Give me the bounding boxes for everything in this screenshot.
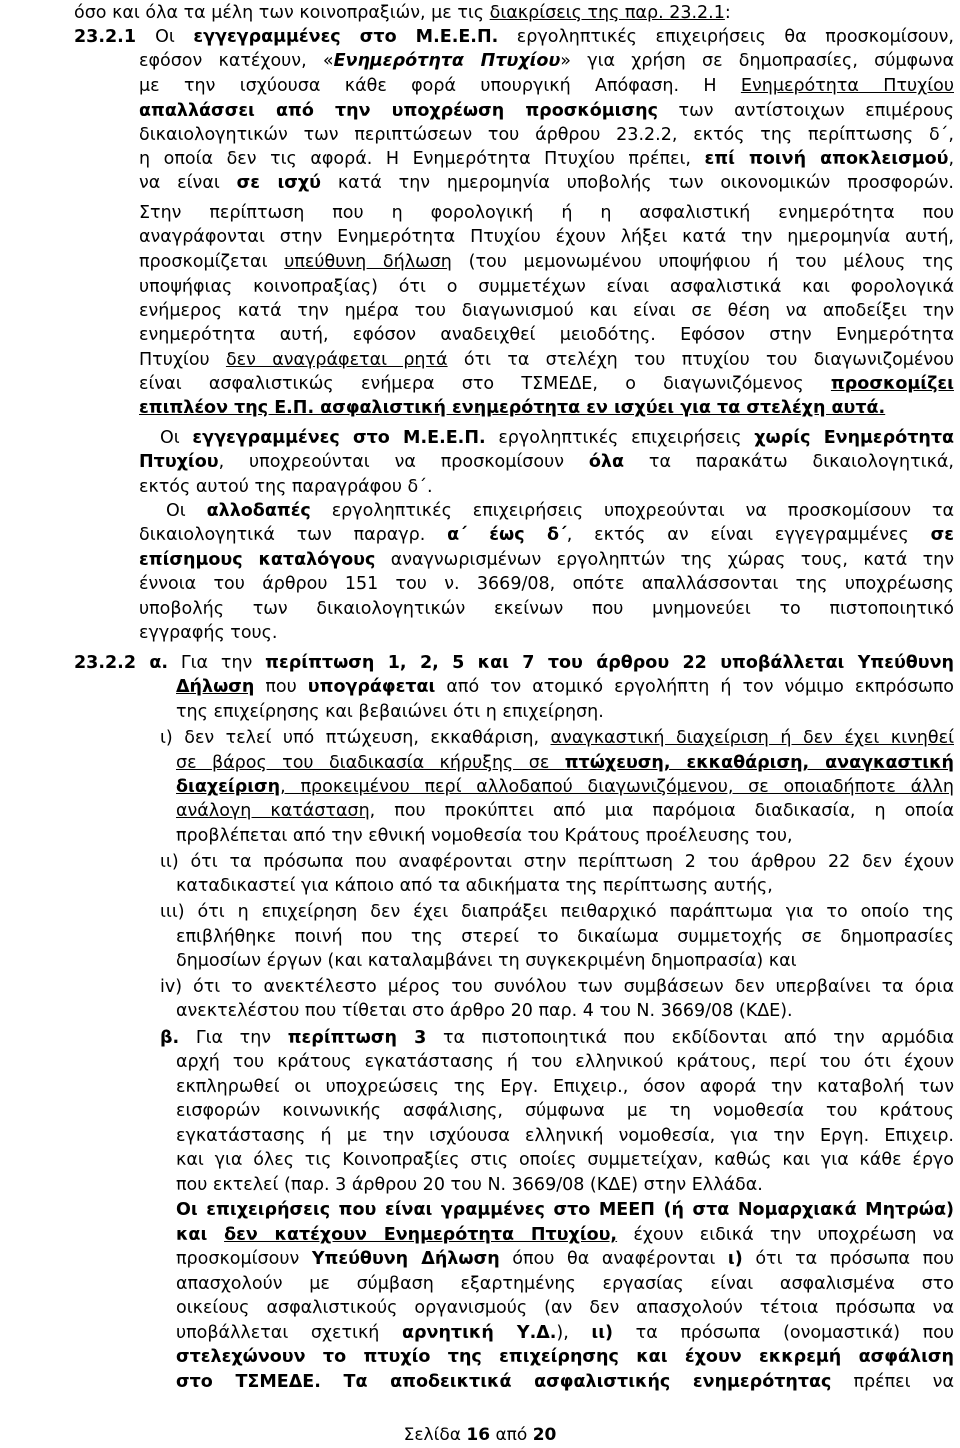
text-line bbox=[139, 573, 954, 595]
text-segment: Για την bbox=[179, 1028, 288, 1048]
footer-prefix: Σελίδα bbox=[403, 1425, 467, 1445]
text-segment: εργοληπτικές επιχειρήσεις θα προσκομίσουν, bbox=[498, 27, 954, 47]
text-segment: κατά την ημερομηνία υποβολής των οικονομικών προσφορών. bbox=[321, 173, 954, 193]
text-segment: προσκομίσουν bbox=[176, 1249, 312, 1269]
text-segment: εγγεγραμμένες στο Μ.Ε.Ε.Π. bbox=[193, 27, 499, 47]
text-segment: Υπεύθυνη Δήλωση bbox=[311, 1249, 500, 1269]
text-segment: που εκτελεί (παρ. 3 άρθρου 20 του Ν. 3669/08 (ΚΔΕ) στην Ελλάδα. bbox=[176, 1175, 763, 1195]
text-segment: εγγραφής τους. bbox=[139, 623, 278, 643]
text-segment: διαχείριση bbox=[176, 777, 281, 797]
text-segment: , bbox=[280, 777, 301, 797]
text-line bbox=[139, 251, 954, 273]
text-segment: : bbox=[724, 3, 731, 23]
text-segment: έννοια του άρθρου 151 του ν. 3669/08, οπότε απαλλάσσονται της υποχρέωσης bbox=[139, 574, 954, 594]
text-segment: επιπλέον της Ε.Π. ασφαλιστική ενημερότητα εν ισχύει για τα στελέχη αυτά. bbox=[139, 398, 886, 418]
text-segment: στο ΤΣΜΕΔΕ. Τα αποδεικτικά ασφαλιστικής ενημερότητας bbox=[176, 1372, 832, 1392]
text-segment: , που προκύπτει από μια παρόμοια διαδικασία, η οποία bbox=[369, 801, 955, 821]
text-segment: επί ποινή αποκλεισμού bbox=[704, 149, 949, 169]
text-segment: διακρίσεις της παρ. 23.2.1 bbox=[489, 3, 725, 23]
text-segment: υποβάλλεται σχετική bbox=[176, 1323, 402, 1343]
text-segment: αλλοδαπές bbox=[206, 501, 311, 521]
text-line bbox=[139, 397, 924, 419]
footer-total-pages: 20 bbox=[532, 1425, 557, 1445]
text-segment: α. bbox=[149, 653, 169, 673]
text-segment: υπογράφεται bbox=[307, 677, 436, 697]
text-segment: 23.2.1 bbox=[74, 27, 156, 47]
text-line bbox=[139, 349, 954, 371]
text-segment: α΄ έως δ΄ bbox=[447, 525, 567, 545]
text-segment: υποψήφιας κοινοπραξίας) ότι ο συμμετέχων είναι ασφαλιστικά και φορολογικά bbox=[139, 277, 954, 297]
text-segment: εκτός αυτού της παραγράφου δ΄. bbox=[139, 477, 433, 497]
text-segment: ιι) ότι τα πρόσωπα που αναφέρονται στην περίπτωση 2 του άρθρου 22 δεν έχουν bbox=[160, 852, 954, 872]
text-segment: δεν αναγράφεται ρητά bbox=[225, 350, 448, 370]
text-segment: β. bbox=[160, 1028, 180, 1048]
text-segment: ότι τα στελέχη του πτυχίου του διαγωνιζομένου bbox=[447, 350, 954, 370]
text-line bbox=[176, 676, 954, 698]
text-line bbox=[160, 1027, 954, 1049]
text-segment: ιι) bbox=[591, 1323, 614, 1343]
text-segment: Ενημερότητα Πτυχίου bbox=[740, 76, 954, 96]
text-line bbox=[176, 1000, 954, 1022]
text-segment: ι) bbox=[727, 1249, 743, 1269]
text-segment: των αντίστοιχων επιμέρους bbox=[657, 101, 954, 121]
text-segment: τα πρόσωπα (ονομαστικά) που bbox=[613, 1323, 954, 1343]
text-line bbox=[139, 300, 954, 322]
text-segment: , εκτός αν είναι εγγεγραμμένες bbox=[566, 525, 931, 545]
text-segment: χωρίς Ενημερότητα bbox=[754, 428, 955, 448]
text-line bbox=[176, 1174, 954, 1196]
text-line bbox=[139, 172, 954, 194]
page-footer bbox=[0, 1424, 960, 1446]
text-segment: Ενημερότητα Πτυχίου bbox=[333, 51, 561, 71]
text-line bbox=[160, 976, 954, 998]
text-segment: από τον ατομικό εργολήπτη ή τον νόμιμο εκπρόσωπο bbox=[435, 677, 954, 697]
text-line bbox=[139, 549, 954, 571]
text-segment: Στην περίπτωση που η φορολογική ή η ασφαλιστική ενημερότητα που bbox=[139, 203, 954, 223]
text-segment: Οι bbox=[160, 428, 193, 448]
text-segment: Οι bbox=[155, 27, 194, 47]
text-line bbox=[160, 901, 954, 923]
text-line bbox=[139, 598, 954, 620]
text-segment: τα πιστοποιητικά που εκδίδονται από την αρμόδια bbox=[426, 1028, 954, 1048]
text-line bbox=[139, 75, 954, 97]
text-line bbox=[139, 622, 439, 644]
text-segment: ), bbox=[556, 1323, 592, 1343]
text-line bbox=[139, 202, 954, 224]
text-line bbox=[139, 100, 954, 122]
text-segment: αναγνωρισμένων εργοληπτών της χώρας τους, κατά την bbox=[375, 550, 954, 570]
text-line bbox=[176, 1248, 954, 1270]
text-segment: δικαιολογητικά των παραγρ. bbox=[139, 525, 448, 545]
text-segment: Οι bbox=[166, 501, 207, 521]
text-segment: Για την bbox=[168, 653, 266, 673]
text-segment: εισφορών κοινωνικής ασφάλισης, σύμφωνα με τη νομοθεσία του κράτους bbox=[176, 1101, 954, 1121]
text-line bbox=[139, 451, 954, 473]
text-line bbox=[176, 1076, 954, 1098]
text-segment: όπου θα αναφέρονται bbox=[499, 1249, 728, 1269]
text-line bbox=[176, 875, 954, 897]
text-line bbox=[139, 373, 954, 395]
text-segment: ανάλογη κατάσταση bbox=[176, 801, 370, 821]
text-segment: εργοληπτικές επιχειρήσεις bbox=[485, 428, 755, 448]
text-segment: όλα bbox=[588, 452, 625, 472]
text-segment: (του μεμονωμένου υποψήφιου ή του μέλους της bbox=[451, 252, 954, 272]
text-segment: δικαιολογητικών των περιπτώσεων του άρθρου 23.2.2, εκτός της περίπτωσης δ΄, bbox=[139, 125, 954, 145]
text-line bbox=[176, 1273, 954, 1295]
text-line bbox=[160, 427, 954, 449]
text-line bbox=[176, 1051, 954, 1073]
text-line bbox=[139, 324, 954, 346]
text-segment: περίπτωση 3 bbox=[287, 1028, 427, 1048]
text-line bbox=[160, 851, 954, 873]
text-segment: έχουν ειδικά την υποχρέωση να bbox=[617, 1225, 954, 1245]
text-segment: καταδικαστεί για κάποιο από τα αδικήματα της περίπτωσης αυτής, bbox=[176, 876, 773, 896]
text-segment: εγγεγραμμένες στο Μ.Ε.Ε.Π. bbox=[192, 428, 486, 448]
text-segment: εργοληπτικές επιχειρήσεις υποχρεούνται να προσκομίσουν τα bbox=[310, 501, 954, 521]
text-line bbox=[176, 926, 954, 948]
text-segment: στελεχώνουν το πτυχίο της επιχείρησης και έχουν εκκρεμή ασφάλιση bbox=[176, 1347, 954, 1367]
text-segment: και bbox=[176, 1225, 225, 1245]
text-line bbox=[74, 652, 954, 674]
text-segment: τα παρακάτω δικαιολογητικά, bbox=[624, 452, 954, 472]
text-line bbox=[139, 226, 954, 248]
text-segment: και για όλες τις Κοινοπραξίες στις οποίες συμμετείχαν, καθώς και για κάθε έργο bbox=[176, 1150, 954, 1170]
text-segment: Πτυχίου bbox=[139, 350, 226, 370]
text-segment: δεν κατέχουν Ενημερότητα Πτυχίου, bbox=[224, 1225, 618, 1245]
text-segment: ενημερότητα αυτή, εφόσον αναδειχθεί μειοδότης. Εφόσον στην Ενημερότητα bbox=[139, 325, 954, 345]
text-segment: ανεκτελέστου που τίθεται στο άρθρο 20 παρ. 4 του Ν. 3669/08 (ΚΔΕ). bbox=[176, 1001, 793, 1021]
text-line bbox=[139, 124, 954, 146]
text-segment: αρνητική Υ.Δ. bbox=[401, 1323, 557, 1343]
text-segment: πρέπει να bbox=[831, 1372, 954, 1392]
text-segment: απασχολούν με σύμβαση εξαρτημένης εργασίας είναι ασφαλισμένα στο bbox=[176, 1274, 954, 1294]
text-line bbox=[176, 1199, 954, 1221]
text-segment: σε bbox=[930, 525, 954, 545]
text-segment: προκειμένου περί αλλοδαπού διαγωνιζόμενου, σε οποιαδήποτε άλλη bbox=[300, 777, 954, 797]
text-line bbox=[176, 1322, 954, 1344]
text-line bbox=[176, 752, 954, 774]
text-line bbox=[176, 1224, 954, 1246]
text-segment: Πτυχίου bbox=[139, 452, 219, 472]
text-line bbox=[176, 1100, 954, 1122]
text-segment: 23.2.2 bbox=[74, 653, 150, 673]
text-line bbox=[160, 727, 954, 749]
text-segment: με την ισχύουσα κάθε φορά υπουργική Απόφαση. Η bbox=[139, 76, 741, 96]
text-segment: , bbox=[948, 149, 955, 169]
text-segment: περίπτωση 1, 2, 5 και 7 του άρθρου 22 υποβάλλεται Υπεύθυνη bbox=[265, 653, 954, 673]
text-segment: η οποία δεν τις αφορά. Η Ενημερότητα Πτυχίου πρέπει, bbox=[139, 149, 705, 169]
text-segment: αναγράφονται στην Ενημερότητα Πτυχίου έχουν λήξει κατά την ημερομηνία αυτή, bbox=[139, 227, 954, 247]
text-segment: σε βάρος του διαδικασία κήρυξης σε bbox=[176, 753, 565, 773]
text-segment: αρχή του κράτους εγκατάστασης ή του ελληνικού κράτους, περί του ότι έχουν bbox=[176, 1052, 954, 1072]
text-line bbox=[176, 825, 954, 847]
text-segment: iv) ότι το ανεκτέλεστο μέρος του συνόλου των συμβάσεων δεν υπερβαίνει τα όρια bbox=[160, 977, 954, 997]
text-segment: , υποχρεούνται να προσκομίσουν bbox=[218, 452, 589, 472]
text-line bbox=[74, 26, 954, 48]
text-segment: υποβολής των δικαιολογητικών εκείνων που μνημονεύει το πιστοποιητικό bbox=[139, 599, 954, 619]
footer-page-number: 16 bbox=[466, 1425, 491, 1445]
text-segment: ιιι) ότι η επιχείρηση δεν έχει διαπράξει πειθαρχικό παράπτωμα για το οποίο της bbox=[160, 902, 954, 922]
text-segment: της επιχείρησης και βεβαιώνει ότι η επιχείρηση. bbox=[176, 702, 604, 722]
text-segment: είναι ασφαλιστικώς ενήμερα στο ΤΣΜΕΔΕ, ο διαγωνιζόμενος bbox=[139, 374, 831, 394]
text-segment: που bbox=[254, 677, 308, 697]
text-segment: πτώχευση, εκκαθάριση, αναγκαστική bbox=[564, 753, 954, 773]
text-segment: εγκατάστασης ή με την ισχύουσα ελληνική νομοθεσία, για την Εργη. Επιχειρ. bbox=[176, 1126, 954, 1146]
text-segment: να είναι bbox=[139, 173, 237, 193]
text-segment: επιβλήθηκε ποινή που της στερεί το δικαίωμα συμμετοχής σε δημοπρασίες bbox=[176, 927, 954, 947]
text-segment: εφόσον κατέχουν, « bbox=[139, 51, 334, 71]
text-line bbox=[176, 1125, 954, 1147]
text-line bbox=[139, 148, 954, 170]
text-line bbox=[176, 1297, 954, 1319]
text-segment: αναγκαστική διαχείριση ή δεν έχει κινηθεί bbox=[550, 728, 954, 748]
text-segment: Δήλωση bbox=[176, 677, 255, 697]
text-segment: απαλλάσσει από την υποχρέωση προσκόμισης bbox=[139, 101, 658, 121]
text-line bbox=[166, 500, 954, 522]
text-line bbox=[176, 950, 954, 972]
text-segment: σε ισχύ bbox=[236, 173, 321, 193]
text-segment: ενήμερος κατά την ημέρα του διαγωνισμού και είναι σε θέση να αποδείξει την bbox=[139, 301, 954, 321]
text-segment: όσο και όλα τα μέλη των κοινοπραξιών, με τις bbox=[74, 3, 490, 23]
text-segment: επίσημους καταλόγους bbox=[139, 550, 376, 570]
text-segment: » για χρήση σε δημοπρασίες, σύμφωνα bbox=[560, 51, 954, 71]
text-segment: ότι τα πρόσωπα που bbox=[742, 1249, 954, 1269]
text-line bbox=[176, 1346, 954, 1368]
text-line bbox=[176, 800, 954, 822]
text-line bbox=[139, 50, 954, 72]
text-line bbox=[139, 476, 639, 498]
text-segment: ι) δεν τελεί υπό πτώχευση, εκκαθάριση, bbox=[160, 728, 551, 748]
text-segment: προβλέπεται από την εθνική νομοθεσία του Κράτους προέλευσης του, bbox=[176, 826, 793, 846]
text-segment: προσκομίζεται bbox=[139, 252, 285, 272]
text-line bbox=[176, 776, 954, 798]
text-segment: προσκομίζει bbox=[830, 374, 954, 394]
text-line bbox=[176, 701, 954, 723]
footer-middle: από bbox=[490, 1425, 533, 1445]
text-segment: Οι επιχειρήσεις που είναι γραμμένες στο ΜΕΕΠ (ή στα Νομαρχιακά Μητρώα) bbox=[176, 1200, 954, 1220]
text-segment: εκπληρωθεί οι υποχρεώσεις της Εργ. Επιχειρ., όσον αφορά την καταβολή των bbox=[176, 1077, 954, 1097]
text-line bbox=[176, 1149, 954, 1171]
text-segment: δημοσίων έργων (και καταλαμβάνει τη συγκεκριμένη δημοπρασία) και bbox=[176, 951, 797, 971]
text-line bbox=[139, 524, 954, 546]
text-line bbox=[74, 2, 774, 24]
text-line bbox=[139, 276, 954, 298]
text-line bbox=[176, 1371, 954, 1393]
text-segment: οικείους ασφαλιστικούς οργανισμούς (αν δεν απασχολούν τέτοια πρόσωπα να bbox=[176, 1298, 954, 1318]
text-segment: υπεύθυνη δήλωση bbox=[284, 252, 452, 272]
